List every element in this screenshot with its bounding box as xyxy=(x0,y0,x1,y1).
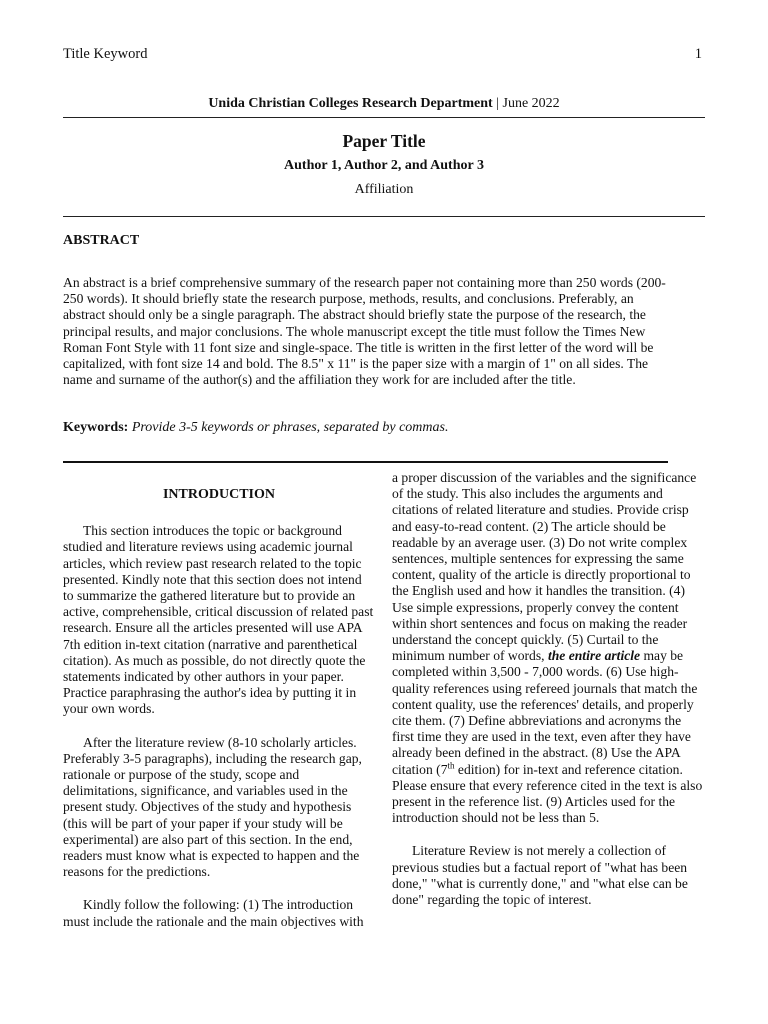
keywords-label: Keywords: xyxy=(63,420,129,435)
running-head-title: Title Keyword xyxy=(63,46,148,62)
journal-date: June 2022 xyxy=(502,96,560,111)
superscript-th: th xyxy=(447,760,455,771)
paper-title: Paper Title xyxy=(342,131,426,151)
affiliation: Affiliation xyxy=(354,182,414,197)
right-column xyxy=(392,470,704,925)
authors: Author 1, Author 2, and Author 3 xyxy=(284,158,484,173)
abstract-heading: ABSTRACT xyxy=(63,233,140,248)
page-number: 1 xyxy=(694,46,702,62)
intro-paragraph-3-part-a: a proper discussion of the variables and the significance of the study. This also includes the arguments and citations of related literature and studies. Provide crisp and easy-to-read content. (2) The article should be readable by an average user. (3) Do not write complex sentences, multiple sentences for expressing the same content, quality of the article is directly proportional to the English used and how it handles the transition. (4) Use simple expressions, properly convey the content within short sentences and focus on making the reader understand the concept quickly. (5) Curtail to the minimum number of words, xyxy=(392,470,697,664)
top-divider xyxy=(63,117,705,118)
title-block-divider xyxy=(63,216,705,217)
emphasis-entire-article: the entire article xyxy=(547,648,641,664)
journal-separator: | xyxy=(492,96,503,111)
keywords-line xyxy=(63,420,448,436)
department-name: Unida Christian Colleges Research Department xyxy=(208,96,493,111)
journal-line xyxy=(63,96,705,112)
intro-paragraph-1: This section introduces the topic or background studied and literature reviews using academic journal articles, which review past research related to the topic presented. Kindly note that this section does not intend to summarize the gathered literature but to provide an active, comprehensible, critical discussion of related past research. Ensure all the articles presented will use APA 7th edition in-text citation (narrative and parenthetical citation). As much as possible, do not directly quote the statements indicated by other authors in your paper. Practice paraphrasing the author's idea by putting it in your own words. xyxy=(63,523,374,717)
intro-paragraph-3-part-b: may be completed within 3,500 - 7,000 words. (6) Use high-quality references using refereed journals that match the content quality, use the references' details, and properly cite them. (7) Define abbreviations and acronyms the first time they are used in the text, even after they have already been defined in the abstract. (8) Use the APA citation (7 xyxy=(392,648,698,777)
abstract-body: An abstract is a brief comprehensive summary of the research paper not containing more than 250 words (200-250 words). It should briefly state the research purpose, methods, results, and conclusions. Preferably, an abstract should only be a single paragraph. The abstract should briefly state the purpose of the research, the principal results, and major conclusions. The whole manuscript except the title must follow the Times New Roman Font Style with 11 font size and single-space. The title is written in the first letter of the word will be capitalized, with font size 14 and bold. The 8.5" x 11" is the paper size with a margin of 1" on all sides. The name and surname of the author(s) and the affiliation they work for are included after the title. xyxy=(63,275,666,388)
intro-paragraph-3-start: Kindly follow the following: (1) The introduction must include the rationale and the main objectives with xyxy=(63,897,364,929)
left-column xyxy=(63,487,375,947)
body-divider xyxy=(63,461,668,463)
intro-paragraph-4: Literature Review is not merely a collection of previous studies but a factual report of "what has been done," "what is currently done," and "what else can be done" regarding the topic of interest. xyxy=(392,843,688,908)
intro-paragraph-3-part-c: edition) for in-text and reference citation. Please ensure that every reference cited in the text is also present in the reference list. (9) Articles used for the introduction should not be less than 5. xyxy=(392,761,703,826)
intro-paragraph-2: After the literature review (8-10 scholarly articles. Preferably 3-5 paragraphs), including the research gap, rationale or purpose of the study, scope and delimitations, significance, and variables used in the present study. Objectives of the study and hypothesis (this will be part of your paper if your study will be experimental) are also part of this section. In the end, readers must know what is expected to happen and the reasons for the predictions. xyxy=(63,734,362,880)
intro-paragraph-3-continued xyxy=(392,470,704,826)
keywords-text: Provide 3-5 keywords or phrases, separated by commas. xyxy=(131,420,449,435)
introduction-heading: INTRODUCTION xyxy=(162,487,275,502)
